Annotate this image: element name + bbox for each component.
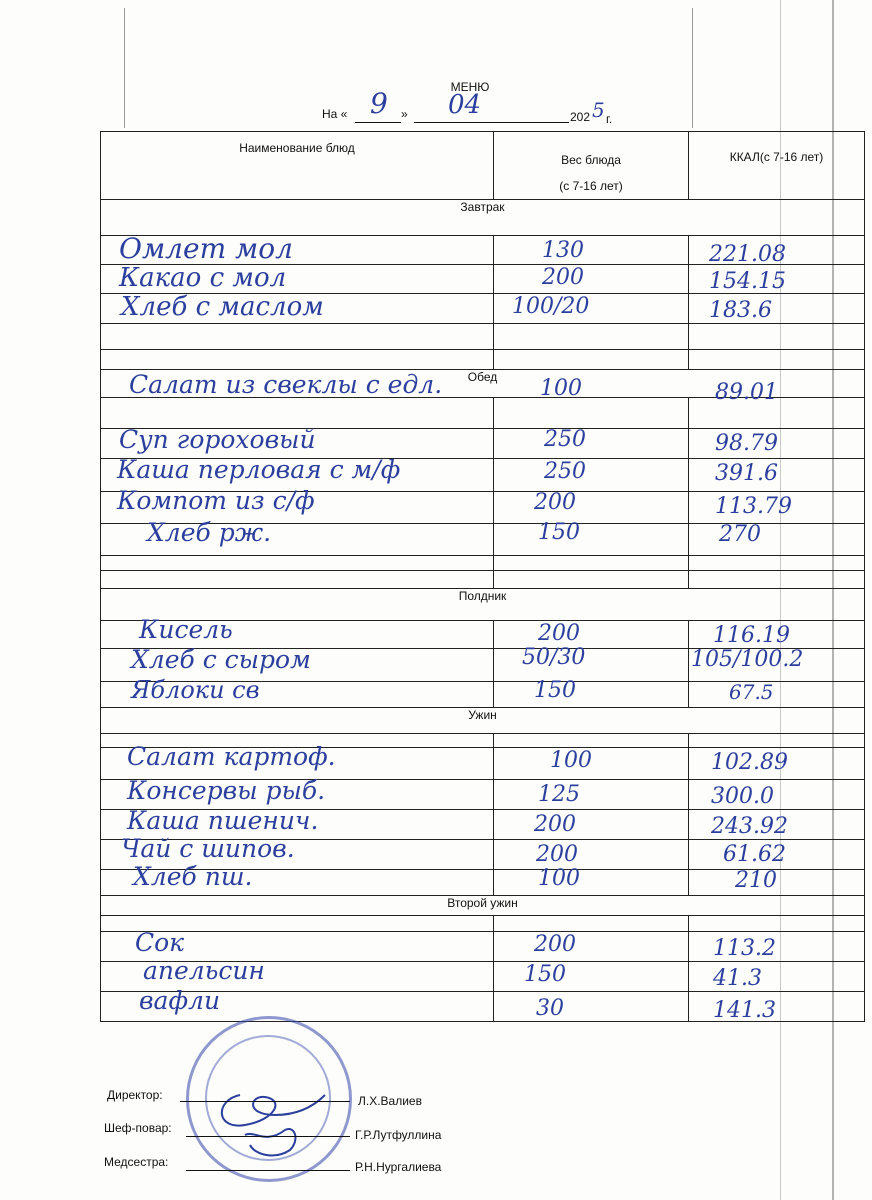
item-name: Каша пшенич. — [127, 806, 319, 835]
section-breakfast-row — [101, 200, 865, 236]
table-row — [101, 236, 865, 265]
item-kcal: 221.08 — [709, 242, 786, 267]
item-kcal: 113.2 — [713, 936, 776, 961]
item-name: Хлеб рж. — [147, 518, 272, 547]
item-weight: 150 — [538, 520, 580, 545]
item-kcal: 102.89 — [711, 750, 788, 775]
table-row-empty — [101, 350, 865, 370]
item-weight: 250 — [544, 459, 586, 484]
scan-artifact-left — [124, 8, 125, 128]
menu-table — [100, 131, 865, 1022]
table-header-row — [101, 132, 865, 200]
table-row — [101, 524, 865, 556]
item-weight: 50/30 — [522, 645, 586, 670]
table-row — [101, 294, 865, 324]
table-row — [101, 682, 865, 708]
item-kcal: 300.0 — [711, 784, 774, 809]
nurse-sign-line — [186, 1170, 350, 1171]
item-weight: 200 — [538, 621, 580, 646]
item-name: Суп гороховый — [119, 425, 316, 454]
date-day: 9 — [370, 87, 388, 120]
item-weight: 200 — [536, 842, 578, 867]
item-name: Чай с шипов. — [121, 834, 295, 863]
item-name: Яблоки св — [131, 676, 260, 704]
item-weight: 100 — [550, 748, 592, 773]
table-row — [101, 265, 865, 294]
item-weight: 150 — [524, 962, 566, 987]
item-weight: 125 — [538, 782, 580, 807]
item-weight: 200 — [534, 490, 576, 515]
item-name: Омлет мол — [119, 232, 293, 265]
section-second-dinner-row — [101, 896, 865, 916]
item-name: Хлеб с сыром — [131, 645, 311, 674]
director-name: Л.Х.Валиев — [358, 1094, 422, 1108]
item-name: Компот из с/ф — [117, 486, 315, 515]
date-month: 04 — [448, 90, 482, 120]
date-month-underline — [414, 122, 569, 123]
item-name: вафли — [139, 986, 221, 1015]
table-row — [101, 429, 865, 459]
item-kcal: 391.6 — [715, 461, 778, 486]
scan-artifact-right-1 — [692, 8, 693, 128]
item-name: Консервы рыб. — [127, 776, 326, 805]
chef-sign-line — [186, 1136, 350, 1137]
date-year-suffix: г. — [606, 112, 613, 126]
item-weight: 100 — [538, 866, 580, 891]
col-kcal-header: ККАЛ(с 7-16 лет) — [689, 132, 865, 200]
item-kcal: 141.3 — [713, 998, 776, 1023]
table-row — [101, 870, 865, 896]
nurse-name: Р.Н.Нургалиева — [355, 1160, 442, 1174]
section-lunch: Обед — [101, 370, 865, 398]
item-kcal: 105/100.2 — [691, 647, 804, 672]
item-kcal: 113.79 — [715, 494, 792, 519]
item-weight: 100/20 — [512, 294, 590, 319]
item-weight: 150 — [534, 678, 576, 703]
col-weight-header: Вес блюда (с 7-16 лет) — [494, 132, 689, 200]
item-name: Салат из свеклы с едл. — [129, 370, 443, 399]
item-kcal: 61.62 — [723, 842, 786, 867]
section-second-dinner: Второй ужин — [101, 896, 865, 916]
item-kcal: 270 — [719, 522, 761, 547]
chef-label: Шеф-повар: — [104, 1121, 172, 1135]
table-row — [101, 780, 865, 810]
item-name: Хлеб пш. — [133, 862, 253, 891]
table-row-empty — [101, 324, 865, 350]
item-kcal: 41.3 — [713, 966, 762, 991]
director-label: Директор: — [107, 1088, 163, 1102]
nurse-label: Медсестра: — [104, 1155, 169, 1169]
item-weight: 200 — [534, 932, 576, 957]
section-dinner-row — [101, 708, 865, 734]
item-name: Кисель — [139, 615, 233, 644]
director-signature — [205, 1075, 335, 1165]
item-kcal: 183.6 — [709, 298, 772, 323]
item-kcal: 116.19 — [713, 623, 790, 648]
item-name: Хлеб с маслом — [121, 292, 324, 322]
item-weight: 250 — [544, 427, 586, 452]
item-weight: 200 — [542, 265, 584, 290]
item-weight: 130 — [542, 238, 584, 263]
item-name: Салат картоф. — [127, 742, 336, 771]
item-kcal: 89.01 — [715, 380, 778, 405]
chef-name: Г.Р.Лутфуллина — [355, 1128, 442, 1142]
date-day-underline — [355, 122, 401, 123]
date-mid: » — [401, 107, 408, 121]
item-kcal: 67.5 — [729, 680, 774, 704]
section-dinner: Ужин — [101, 708, 865, 734]
item-name: Каша перловая с м/ф — [117, 455, 401, 484]
date-year-digit: 5 — [592, 98, 605, 122]
item-name: апельсин — [143, 956, 265, 985]
item-kcal: 210 — [735, 868, 777, 893]
date-prefix: На « — [322, 107, 348, 121]
item-kcal: 98.79 — [715, 431, 778, 456]
table-row-empty — [101, 556, 865, 571]
table-row — [101, 398, 865, 429]
item-weight: 100 — [540, 376, 582, 401]
item-kcal: 154.15 — [709, 269, 786, 294]
table-row — [101, 992, 865, 1022]
item-weight: 30 — [536, 996, 564, 1021]
date-year-prefix: 202 — [570, 110, 591, 124]
section-breakfast: Завтрак — [101, 200, 865, 236]
page-title: МЕНЮ — [450, 80, 490, 94]
item-weight: 200 — [534, 812, 576, 837]
section-snack: Полдник — [101, 589, 865, 621]
item-name: Сок — [135, 928, 185, 957]
item-name: Какао с мол — [119, 263, 287, 293]
item-kcal: 243.92 — [711, 814, 788, 839]
director-sign-line — [180, 1101, 350, 1102]
table-row-empty — [101, 916, 865, 932]
table-row-empty — [101, 571, 865, 589]
col-name-header: Наименование блюд — [101, 132, 494, 200]
table-row — [101, 748, 865, 780]
